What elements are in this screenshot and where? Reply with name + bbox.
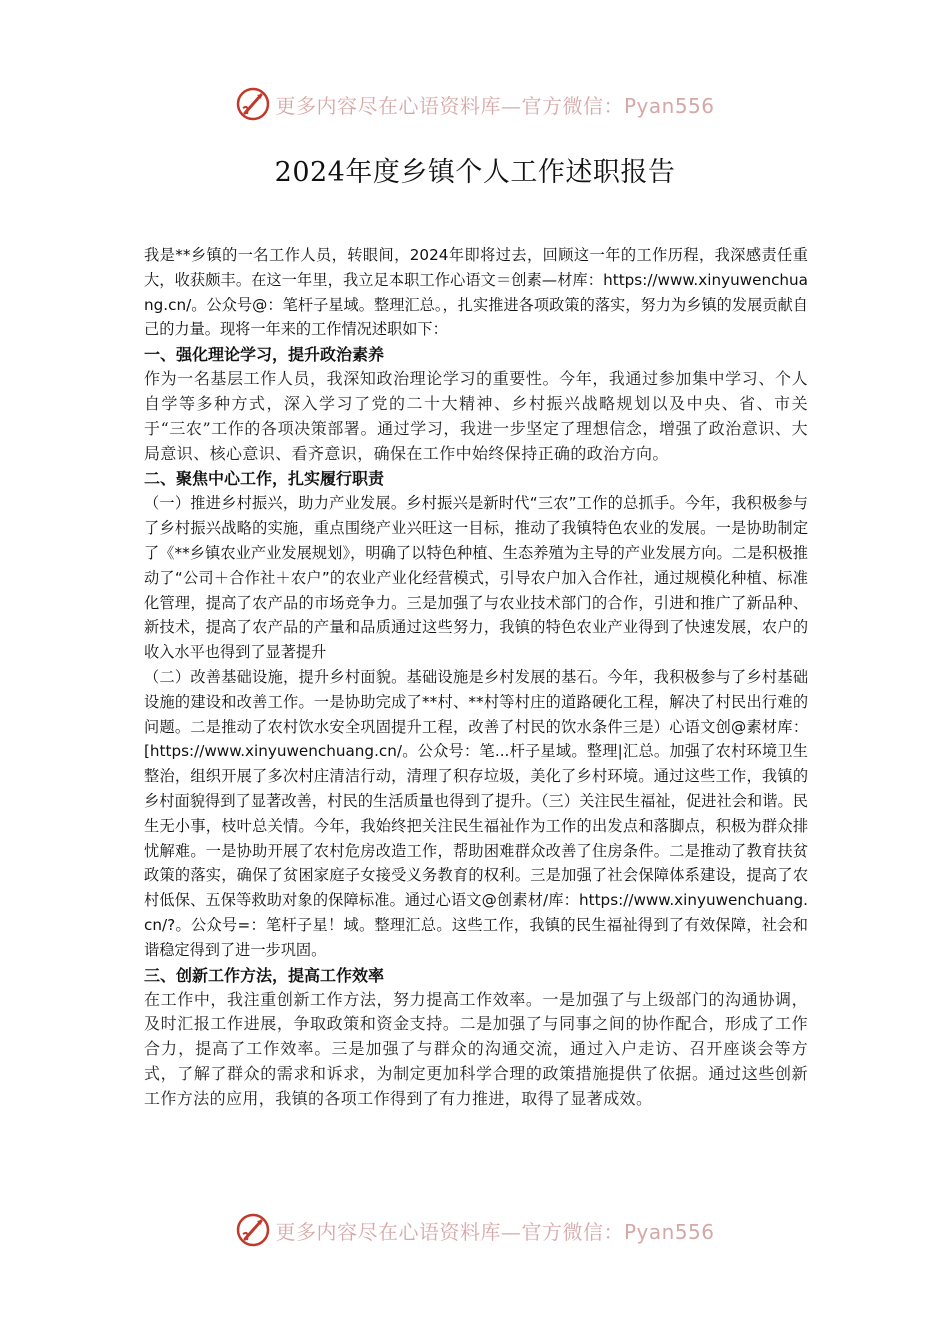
header-banner bbox=[0, 84, 950, 124]
document-title: 2024年度乡镇个人工作述职报告 bbox=[274, 157, 676, 188]
section-heading-1: 一、强化理论学习，提升政治素养 bbox=[144, 345, 385, 365]
banner-text: 更多内容尽在心语资料库—官方微信：Pyan556 bbox=[275, 93, 715, 118]
footer-banner bbox=[0, 1210, 950, 1250]
banner-text: 更多内容尽在心语资料库—官方微信：Pyan556 bbox=[275, 1219, 715, 1244]
section-2-paragraph-1: （一）推进乡村振兴，助力产业发展。乡村振兴是新时代“三农”工作的总抓手。今年，我积极参与了乡村振兴战略的实施，重点围绕产业兴旺这一目标，推动了我镇特色农业的发展。一是协助制定了《**乡镇农业产业发展规划》，明确了以特色种植、生态养殖为主导的产业发展方向。二是积极推动了“公司＋合作社＋农户”的农业产业化经营模式，引导农户加入合作社，通过规模化种植、标准化管理，提高了农产品的市场竞争力。三是加强了与农业技术部门的合作，引进和推广了新品种、新技术，提高了农产品的产量和品质通过这些努力，我镇的特色农业产业得到了快速发展，农户的收入水平也得到了显著提升 bbox=[144, 494, 808, 662]
section-3-paragraph: 在工作中，我注重创新工作方法，努力提高工作效率。一是加强了与上级部门的沟通协调，及时汇报工作进展，争取政策和资金支持。二是加强了与同事之间的协作配合，形成了工作合力，提高了工作效率。三是加强了与群众的沟通交流，通过入户走访、召开座谈会等方式，了解了群众的需求和诉求，为制定更加科学合理的政策措施提供了依据。通过这些创新工作方法的应用，我镇的各项工作得到了有力推进，取得了显著成效。 bbox=[144, 989, 808, 1108]
section-heading-3: 三、创新工作方法，提高工作效率 bbox=[144, 965, 385, 985]
document-body bbox=[144, 243, 808, 1112]
banner-wechat-id: Pyan556 bbox=[623, 93, 715, 118]
pen-scroll-logo-icon bbox=[235, 86, 271, 122]
pen-scroll-logo-icon bbox=[235, 1212, 271, 1248]
section-2-paragraph-2: （二）改善基础设施，提升乡村面貌。基础设施是乡村发展的基石。今年，我积极参与了乡村基础设施的建设和改善工作。一是协助完成了**村、**村等村庄的道路硬化工程，解决了村民出行难的问题。二是推动了农村饮水安全巩固提升工程，改善了村民的饮水条件三是）心语文创@素材库：[https://www.xinyuwenchuang.cn/。公众号：笔...杆子星域。整理|汇总。加强了农村环境卫生整治，组织开展了多次村庄清洁行动，清理了积存垃圾，美化了乡村环境。通过这些工作，我镇的乡村面貌得到了显著改善，村民的生活质量也得到了提升。（三）关注民生福祉，促进社会和谐。民生无小事，枝叶总关情。今年，我始终把关注民生福祉作为工作的出发点和落脚点，积极为群众排忧解难。一是协助开展了农村危房改造工作，帮助困难群众改善了住房条件。二是推动了教育扶贫政策的落实，确保了贫困家庭子女接受义务教育的权利。三是加强了社会保障体系建设，提高了农村低保、五保等救助对象的保障标准。通过心语文@创素材/库：https://www.xinyuwenchuang.cn/?。公众号=：笔杆子星！域。整理汇总。这些工作，我镇的民生福祉得到了有效保障，社会和谐稳定得到了进一步巩固。 bbox=[144, 667, 808, 959]
intro-paragraph: 我是**乡镇的一名工作人员，转眼间，2024年即将过去，回顾这一年的工作历程，我深感责任重大，收获颇丰。在这一年里，我立足本职工作心语文＝创素—材库：https://www.xinyuwenchuang.cn/。公众号@：笔杆子星域。整理汇总。，扎实推进各项政策的落实，努力为乡镇的发展贡献自己的力量。现将一年来的工作情况述职如下： bbox=[144, 246, 808, 339]
section-1-paragraph: 作为一名基层工作人员，我深知政治理论学习的重要性。今年，我通过参加集中学习、个人自学等多种方式，深入学习了党的二十大精神、乡村振兴战略规划以及中央、省、市关于“三农”工作的各项决策部署。通过学习，我进一步坚定了理想信念，增强了政治意识、大局意识、核心意识、看齐意识，确保在工作中始终保持正确的政治方向。 bbox=[144, 369, 808, 463]
section-heading-2: 二、聚焦中心工作，扎实履行职责 bbox=[144, 469, 385, 489]
banner-wechat-id: Pyan556 bbox=[623, 1219, 715, 1244]
